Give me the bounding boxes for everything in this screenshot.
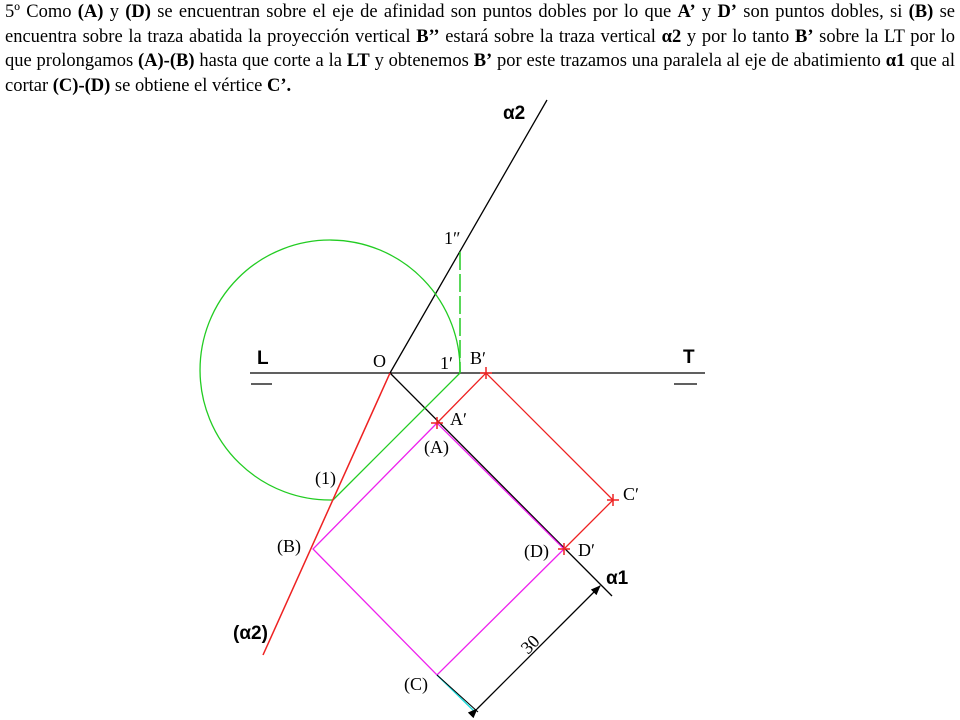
- text-run: y por lo tanto: [681, 26, 795, 47]
- text-bold: (C)-(D): [52, 75, 111, 96]
- text-bold: α1: [885, 51, 906, 71]
- text-run: por este trazamos una paralela al eje de abatimiento: [492, 51, 886, 71]
- text-run: se obtiene el vértice: [110, 75, 267, 96]
- label-a-prime: Aʹ: [450, 409, 467, 429]
- label-o: O: [373, 351, 386, 371]
- text-bold: (B): [908, 2, 934, 22]
- rotated-trace-alpha2: [263, 373, 390, 655]
- text-bold: α2: [661, 26, 682, 47]
- label-alpha1: α1: [606, 568, 629, 589]
- label-1-prime: 1ʹ: [440, 353, 453, 373]
- label-t: T: [683, 347, 695, 368]
- dimension-extension: [437, 675, 478, 712]
- text-run: hasta que corte a la: [194, 51, 347, 71]
- text-run: y obtenemos: [369, 51, 474, 71]
- affinity-axis-alpha1: [390, 373, 612, 596]
- label-c-rotated: (C): [404, 674, 428, 694]
- text-run: 5º Como: [5, 2, 78, 22]
- text-run: sobre la LT por lo que prolongamos: [5, 26, 955, 71]
- projected-square: [437, 373, 613, 549]
- label-d-rotated: (D): [524, 541, 549, 561]
- dimension-label: 30: [516, 630, 544, 658]
- text-run: que al cortar: [5, 51, 956, 96]
- text-bold: D’: [717, 2, 737, 22]
- label-d-prime: Dʹ: [578, 540, 595, 560]
- label-alpha2: α2: [503, 103, 526, 124]
- label-a-rotated: (A): [424, 437, 449, 457]
- text-bold: A’: [677, 2, 696, 22]
- text-run: y: [103, 2, 126, 22]
- label-alpha2-rotated: (α2): [233, 623, 268, 644]
- text-bold: LT: [346, 51, 370, 71]
- rotation-arc: [200, 240, 460, 500]
- label-1-rotated: (1): [315, 468, 336, 488]
- text-bold: (A): [77, 2, 104, 22]
- text-run: y: [695, 2, 718, 22]
- label-1-double-prime: 1ʺ: [444, 228, 460, 248]
- label-l: L: [257, 348, 269, 369]
- text-run: estará sobre la traza vertical: [439, 26, 662, 47]
- text-run: son puntos dobles, si: [736, 2, 909, 22]
- text-bold: B’’: [416, 26, 440, 47]
- label-b-prime: Bʹ: [470, 348, 486, 368]
- text-bold: B’: [794, 26, 814, 47]
- text-bold: (D): [125, 2, 151, 22]
- text-bold: B’: [473, 51, 493, 71]
- text-bold: C’.: [266, 75, 292, 96]
- text-bold: (A)-(B): [137, 51, 195, 71]
- label-b-rotated: (B): [277, 536, 301, 556]
- text-run: se encuentran sobre el eje de afinidad son puntos dobles por lo que: [150, 2, 678, 22]
- text-run: se encuentra sobre la traza abatida la proyección vertical: [5, 2, 955, 47]
- vertical-trace-alpha2: [390, 100, 547, 373]
- label-c-prime: Cʹ: [623, 484, 639, 504]
